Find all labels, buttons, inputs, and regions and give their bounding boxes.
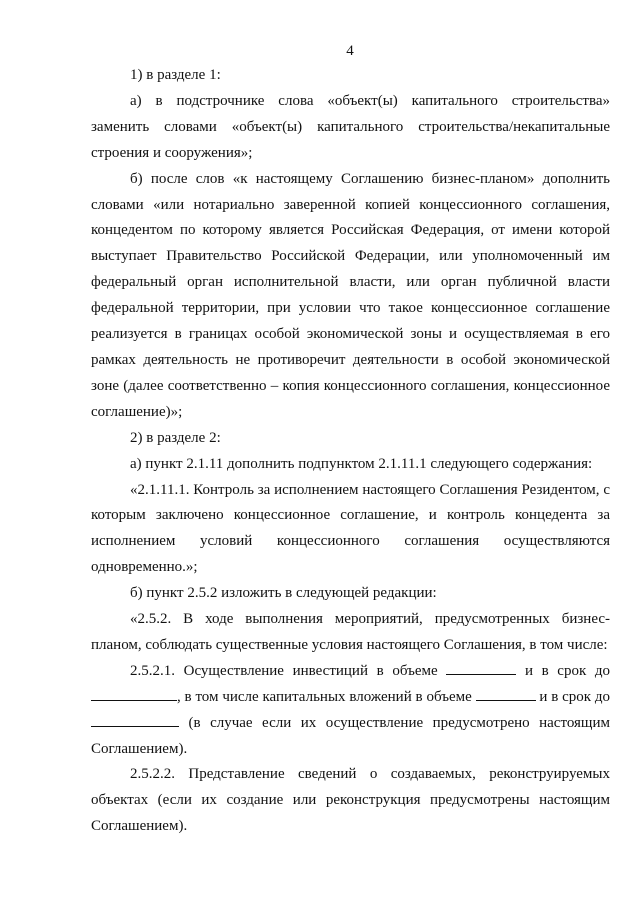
page-number: 4 bbox=[346, 43, 354, 59]
blank-capital-deadline bbox=[91, 712, 179, 727]
paragraph-2a: а) пункт 2.1.11 дополнить подпунктом 2.1.11.1 следующего содержания: bbox=[130, 455, 593, 472]
blank-investment-amount bbox=[446, 660, 516, 675]
paragraph-section-1: 1) в разделе 1: bbox=[130, 67, 221, 83]
blank-capital-amount bbox=[476, 686, 536, 701]
investment-text-3: , в том числе капитальных вложений в объеме bbox=[177, 688, 472, 705]
blank-investment-deadline bbox=[91, 686, 177, 701]
paragraph-2b: б) пункт 2.5.2 изложить в следующей редакции: bbox=[130, 585, 437, 602]
paragraph-2-5-2-1 bbox=[91, 659, 610, 763]
paragraph-1b: б) после слов «к настоящему Соглашению бизнес-планом» дополнить словами «или нотариально заверенной копией концессионного соглашения, концедентом по которому является Российская Федерация, от имени которой выступает Правительство Российской Федерации, или уполномоченный им федеральный орган исполнительной власти, или орган публичной власти федеральной территории, при условии что такое концессионное соглашение реализуется в границах особой экономической зоны и осуществляемая в его рамках деятельность не противоречит деятельности в особой экономической зоне (далее соответственно – копия концессионного соглашения, концессионное соглашение)»; bbox=[91, 170, 610, 420]
investment-text-2: и в срок до bbox=[524, 662, 611, 679]
investment-text-4: и в срок до bbox=[539, 688, 610, 705]
paragraph-1a: а) в подстрочнике слова «объект(ы) капитального строительства» заменить словами «объект(ы) капитального строительства/некапитальные строения и сооружения»; bbox=[91, 92, 610, 161]
paragraph-2-5-2-2: 2.5.2.2. Представление сведений о создаваемых, реконструируемых объектах (если их создание или реконструкция предусмотрены настоящим Соглашением). bbox=[91, 766, 610, 835]
investment-text-5: (в случае если их осуществление предусмотрено настоящим Соглашением). bbox=[91, 714, 611, 757]
investment-text-1: 2.5.2.1. Осуществление инвестиций в объеме bbox=[130, 662, 438, 679]
paragraph-2-1-11-1: «2.1.11.1. Контроль за исполнением настоящего Соглашения Резидентом, с которым заключено концессионное соглашение, и контроль концедента за исполнением условий концессионного соглашения осуществляются одновременно.»; bbox=[91, 481, 610, 576]
document-body bbox=[91, 63, 610, 840]
paragraph-section-2: 2) в разделе 2: bbox=[130, 429, 221, 446]
paragraph-2-5-2: «2.5.2. В ходе выполнения мероприятий, предусмотренных бизнес-планом, соблюдать существенные условия настоящего Соглашения, в том числе: bbox=[91, 611, 610, 653]
